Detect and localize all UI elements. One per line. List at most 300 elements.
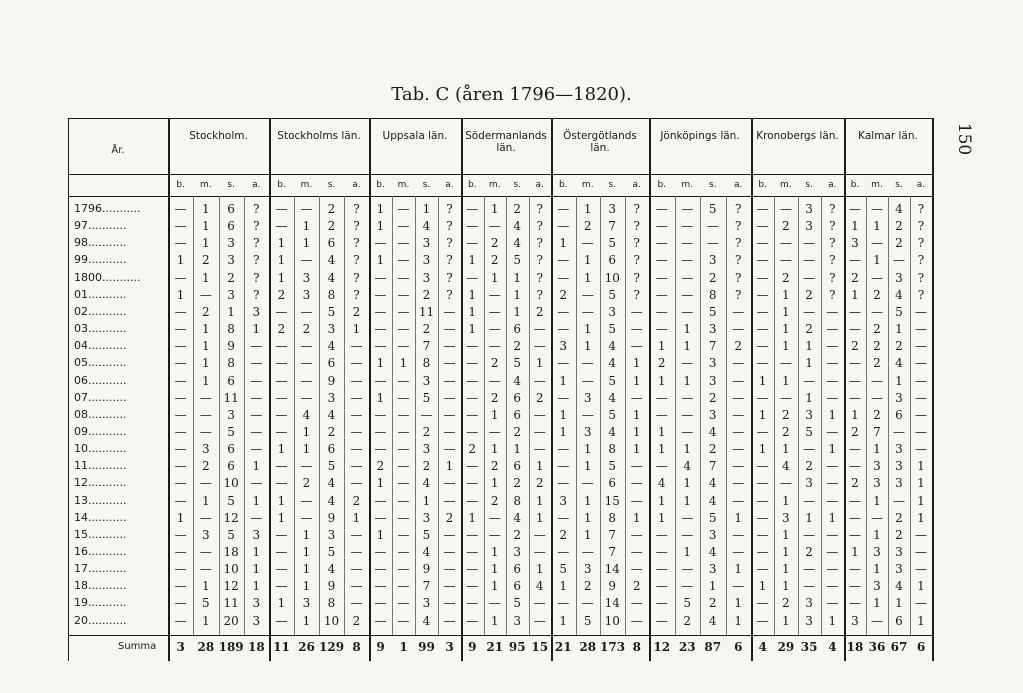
table-cell: 1 [683, 545, 692, 559]
table-cell: — [826, 339, 839, 354]
table-cell: — [466, 219, 479, 234]
table-cell: 1 [657, 339, 666, 354]
table-cell: — [630, 476, 643, 491]
table-cell: — [655, 322, 668, 337]
table-cell: — [533, 407, 546, 422]
table-cell: — [466, 527, 479, 542]
table-cell: 1 [828, 510, 837, 525]
group-header: Kronobergs län. [756, 130, 839, 142]
table-cell: 1 [302, 219, 311, 234]
table-cell: 3 [327, 527, 336, 542]
table-cell: — [488, 322, 501, 337]
table-cell: — [732, 442, 745, 457]
table-cell: — [655, 579, 668, 594]
table-cell: 3 [873, 459, 881, 474]
table-cell: — [849, 390, 861, 405]
table-cell: 1 [252, 579, 261, 594]
table-cell: — [397, 253, 410, 268]
table-cell: 1 [559, 407, 568, 422]
table-cell: — [397, 424, 410, 439]
total-cell: 23 [678, 640, 696, 654]
table-cell: 3 [327, 322, 336, 337]
table-cell: — [397, 407, 410, 422]
table-cell: — [871, 613, 883, 628]
table-cell: 1 [376, 253, 385, 268]
table-cell: 1 [782, 442, 790, 457]
year-label: 15........... [74, 527, 127, 541]
table-cell: — [488, 596, 501, 611]
table-cell: 5 [608, 322, 617, 337]
table-cell: — [655, 407, 668, 422]
table-cell: 5 [227, 527, 235, 542]
table-cell: — [397, 287, 410, 302]
year-label: 09........... [74, 424, 127, 438]
table-cell: — [397, 493, 410, 508]
table-cell: 3 [895, 270, 903, 285]
table-cell: 5 [327, 459, 336, 474]
table-cell: 1 [277, 270, 286, 285]
table-cell: 6 [895, 613, 903, 628]
table-cell: 1 [758, 579, 767, 594]
table-cell: 1 [535, 510, 544, 525]
table-cell: 4 [327, 407, 336, 422]
table-cell: 9 [227, 339, 235, 354]
table-cell: 1 [490, 442, 499, 457]
table-cell: — [466, 356, 479, 371]
table-cell: — [397, 390, 410, 405]
table-cell: 5 [895, 304, 903, 319]
year-label: 02........... [74, 304, 127, 318]
table-cell: 3 [422, 596, 431, 611]
table-cell: ? [353, 253, 360, 268]
table-cell: 1 [734, 562, 743, 577]
table-cell: 8 [227, 356, 235, 371]
table-cell: — [199, 424, 212, 439]
table-cell: 2 [277, 287, 286, 302]
table-cell: — [374, 373, 387, 388]
column-subheader: s. [327, 180, 336, 190]
table-cell: 2 [490, 236, 499, 251]
table-cell: — [756, 304, 769, 319]
table-cell: — [803, 527, 816, 542]
table-cell: — [732, 545, 745, 559]
table-cell: 7 [873, 424, 881, 439]
table-cell: 2 [782, 219, 790, 234]
table-cell: — [397, 459, 410, 474]
table-cell: 3 [608, 304, 617, 319]
table-cell: 4 [608, 339, 617, 354]
table-cell: ? [735, 236, 742, 251]
table-cell: — [250, 476, 263, 491]
table-cell: 2 [632, 579, 641, 594]
table-cell: 1 [683, 493, 692, 508]
total-cell: 189 [218, 640, 244, 654]
table-cell: — [466, 596, 479, 611]
table-cell: — [374, 270, 387, 285]
table-cell: 2 [657, 356, 666, 371]
table-cell: 1 [782, 304, 790, 319]
table-cell: — [756, 493, 769, 508]
table-cell: 1 [758, 373, 767, 388]
table-cell: — [732, 476, 745, 491]
table-border-left [68, 118, 69, 661]
table-cell: 1 [490, 407, 499, 422]
table-cell: — [756, 270, 769, 285]
table-cell: — [581, 236, 594, 251]
table-cell: — [826, 390, 839, 405]
table-cell: — [779, 390, 792, 405]
table-cell: — [466, 579, 479, 594]
table-cell: — [849, 579, 861, 594]
table-cell: 1 [302, 613, 311, 628]
table-cell: 6 [513, 407, 522, 422]
table-cell: — [533, 322, 546, 337]
page-title: Tab. C (åren 1796—1820). [391, 84, 632, 105]
table-cell: 11 [418, 304, 435, 319]
table-cell: 6 [513, 322, 522, 337]
table-cell: — [488, 339, 501, 354]
table-cell: — [756, 287, 769, 302]
table-cell: 7 [608, 527, 617, 542]
total-cell: 21 [486, 640, 504, 654]
table-cell: 8 [608, 510, 617, 525]
table-cell: 14 [604, 596, 620, 611]
table-cell: 2 [708, 270, 717, 285]
table-cell: 4 [327, 562, 336, 577]
table-cell: 6 [327, 356, 336, 371]
table-cell: 1 [657, 424, 666, 439]
table-cell: 3 [895, 390, 903, 405]
table-cell: — [630, 596, 643, 611]
table-cell: — [849, 562, 861, 577]
table-cell: ? [446, 287, 453, 302]
table-cell: ? [633, 219, 640, 234]
table-cell: 3 [559, 493, 568, 508]
table-cell: 1 [535, 356, 544, 371]
column-subheader: a. [445, 180, 454, 190]
table-cell: — [174, 407, 187, 422]
table-cell: 1 [734, 613, 743, 628]
table-cell: — [350, 407, 363, 422]
table-cell: — [275, 545, 288, 559]
table-cell: 4 [683, 459, 692, 474]
table-cell: 6 [227, 442, 235, 457]
table-cell: 3 [608, 202, 617, 216]
table-rule [68, 196, 932, 197]
table-cell: — [681, 202, 694, 216]
table-cell: 12 [223, 510, 239, 525]
table-cell: — [300, 304, 313, 319]
table-cell: 2 [895, 236, 903, 251]
table-cell: — [174, 270, 187, 285]
table-cell: ? [633, 202, 640, 216]
table-cell: — [397, 236, 410, 251]
group-header: Jönköpings län. [660, 130, 740, 142]
table-cell: — [443, 356, 456, 371]
table-cell: 1 [657, 510, 666, 525]
table-cell: 3 [873, 579, 881, 594]
table-cell: — [250, 407, 263, 422]
table-cell: 3 [805, 219, 813, 234]
group-header: Södermanlands län. [465, 130, 547, 154]
table-cell: 3 [708, 527, 717, 542]
table-cell: 4 [895, 202, 903, 216]
table-cell: 1 [873, 562, 881, 577]
table-cell: 3 [327, 390, 336, 405]
table-cell: 1 [352, 322, 361, 337]
table-cell: ? [917, 287, 925, 302]
table-cell: 4 [513, 236, 522, 251]
table-cell: — [557, 219, 570, 234]
table-cell: 2 [352, 493, 361, 508]
table-cell: — [756, 510, 769, 525]
table-cell: — [174, 459, 187, 474]
page-number [949, 117, 979, 161]
table-cell: — [275, 202, 288, 216]
table-cell: — [779, 476, 792, 491]
table-cell: 1 [851, 407, 859, 422]
table-cell: — [849, 202, 861, 216]
table-cell: — [655, 219, 668, 234]
table-cell: — [443, 424, 456, 439]
table-cell: 7 [708, 339, 717, 354]
table-cell: — [756, 390, 769, 405]
table-cell: — [826, 373, 839, 388]
table-cell: — [466, 476, 479, 491]
table-cell: 1 [895, 322, 903, 337]
table-cell: 1 [468, 287, 477, 302]
table-cell: 1 [277, 510, 286, 525]
table-cell: ? [536, 253, 543, 268]
total-cell: 26 [298, 640, 315, 654]
table-cell: — [374, 339, 387, 354]
table-cell: 2 [202, 304, 210, 319]
table-cell: 1 [559, 424, 568, 439]
table-cell: 4 [327, 493, 336, 508]
table-cell: 3 [227, 236, 235, 251]
table-cell: 2 [805, 287, 813, 302]
table-cell: — [681, 424, 694, 439]
total-cell: 28 [197, 640, 215, 654]
table-cell: 1 [302, 424, 311, 439]
table-rule [68, 118, 932, 119]
table-cell: 4 [782, 459, 790, 474]
column-subheader: a. [916, 180, 926, 190]
table-cell: — [533, 373, 546, 388]
table-cell: 3 [302, 596, 311, 611]
table-cell: — [655, 562, 668, 577]
table-cell: 5 [513, 253, 522, 268]
table-cell: — [174, 545, 187, 559]
table-cell: 6 [513, 579, 522, 594]
table-cell: 12 [223, 579, 239, 594]
table-cell: — [915, 373, 927, 388]
table-cell: — [732, 390, 745, 405]
table-cell: 3 [513, 545, 522, 559]
table-cell: — [756, 356, 769, 371]
table-cell: — [826, 579, 839, 594]
table-cell: 7 [608, 545, 617, 559]
table-cell: 2 [782, 424, 790, 439]
table-cell: 3 [708, 562, 717, 577]
table-cell: 1 [805, 510, 813, 525]
table-cell: 2 [782, 596, 790, 611]
table-cell: — [300, 339, 313, 354]
table-cell: — [350, 596, 363, 611]
table-cell: — [893, 424, 905, 439]
table-cell: — [655, 270, 668, 285]
table-cell: 1 [202, 236, 210, 251]
table-cell: 8 [327, 287, 336, 302]
table-cell: — [557, 270, 570, 285]
table-cell: 3 [583, 390, 592, 405]
table-cell: 1 [376, 390, 385, 405]
table-cell: 3 [422, 253, 431, 268]
table-cell: — [681, 270, 694, 285]
table-cell: — [581, 373, 594, 388]
table-cell: — [350, 459, 363, 474]
table-cell: ? [633, 253, 640, 268]
table-cell: — [443, 613, 456, 628]
table-cell: — [915, 527, 927, 542]
table-cell: 2 [327, 219, 336, 234]
table-cell: — [275, 527, 288, 542]
table-cell: 3 [252, 613, 261, 628]
table-cell: — [397, 270, 410, 285]
column-subheader: b. [467, 180, 477, 190]
table-cell: 3 [227, 287, 235, 302]
column-subheader: b. [850, 180, 860, 190]
table-cell: 1 [657, 373, 666, 388]
table-cell: — [915, 322, 927, 337]
table-cell: — [443, 407, 456, 422]
table-cell: ? [917, 236, 925, 251]
table-cell: 2 [851, 424, 859, 439]
table-cell: 4 [895, 579, 903, 594]
table-cell: — [849, 527, 861, 542]
table-cell: 4 [657, 476, 666, 491]
table-cell: — [732, 356, 745, 371]
table-cell: 3 [873, 476, 881, 491]
table-cell: — [655, 202, 668, 216]
table-cell: — [350, 373, 363, 388]
table-cell: — [915, 407, 927, 422]
table-cell: — [350, 442, 363, 457]
table-cell: — [655, 287, 668, 302]
table-cell: 3 [895, 459, 903, 474]
table-cell: 2 [513, 202, 522, 216]
table-cell: — [533, 596, 546, 611]
year-label: 12........... [74, 476, 127, 490]
table-cell: — [915, 562, 927, 577]
table-cell: — [300, 510, 313, 525]
table-cell: 10 [323, 613, 340, 628]
table-cell: — [275, 476, 288, 491]
year-label: 07........... [74, 390, 127, 404]
table-cell: 2 [895, 527, 903, 542]
table-cell: 8 [327, 596, 336, 611]
table-cell: 8 [608, 442, 617, 457]
table-cell: 2 [422, 322, 431, 337]
table-cell: 1 [708, 579, 717, 594]
table-cell: — [732, 579, 745, 594]
table-cell: 3 [805, 202, 813, 216]
table-cell: 1 [782, 613, 790, 628]
table-cell: 2 [851, 476, 859, 491]
table-cell: 4 [513, 219, 522, 234]
table-cell: 6 [327, 442, 336, 457]
table-cell: — [443, 562, 456, 577]
table-cell: — [803, 253, 816, 268]
table-cell: 4 [608, 356, 617, 371]
table-cell: 4 [895, 287, 903, 302]
table-cell: ? [536, 287, 543, 302]
column-subheader: b. [758, 180, 767, 190]
table-cell: 3 [708, 407, 717, 422]
statistics-table [68, 118, 932, 661]
table-cell: — [915, 339, 927, 354]
table-cell: — [871, 270, 883, 285]
total-cell: 29 [777, 640, 795, 654]
column-subheader: m. [397, 180, 410, 190]
table-cell: 1 [782, 322, 790, 337]
table-cell: — [174, 562, 187, 577]
table-cell: 5 [608, 407, 617, 422]
table-cell: — [581, 476, 594, 491]
table-cell: — [397, 442, 410, 457]
table-cell: — [681, 562, 694, 577]
table-cell: 1 [535, 493, 544, 508]
table-cell: 2 [376, 459, 385, 474]
table-cell: — [893, 493, 905, 508]
table-cell: 1 [202, 219, 210, 234]
table-cell: — [803, 236, 816, 251]
table-cell: 2 [895, 219, 903, 234]
table-cell: — [488, 527, 501, 542]
table-cell: — [630, 545, 643, 559]
table-cell: 1 [202, 579, 210, 594]
table-cell: ? [735, 287, 742, 302]
table-cell: 1 [632, 424, 641, 439]
table-cell: 2 [805, 322, 813, 337]
table-cell: 2 [202, 253, 210, 268]
table-cell: ? [829, 253, 836, 268]
total-cell: 35 [800, 640, 818, 654]
table-cell: 1 [657, 493, 666, 508]
year-label: 03........... [74, 322, 127, 336]
table-cell: — [915, 545, 927, 559]
column-subheader: b. [657, 180, 667, 190]
table-cell: 1 [490, 545, 499, 559]
table-cell: — [849, 493, 861, 508]
table-cell: — [557, 442, 570, 457]
table-cell: ? [253, 219, 260, 234]
table-cell: — [443, 322, 456, 337]
table-cell: — [350, 390, 363, 405]
table-cell: — [300, 253, 313, 268]
table-cell: 3 [227, 253, 235, 268]
table-cell: — [557, 253, 570, 268]
table-cell: — [826, 545, 839, 559]
table-cell: — [174, 613, 187, 628]
table-cell: — [581, 596, 594, 611]
table-cell: 4 [708, 424, 717, 439]
table-cell: — [581, 545, 594, 559]
table-cell: — [732, 407, 745, 422]
table-cell: 2 [583, 219, 592, 234]
table-cell: 2 [559, 527, 568, 542]
table-cell: 1 [559, 579, 568, 594]
